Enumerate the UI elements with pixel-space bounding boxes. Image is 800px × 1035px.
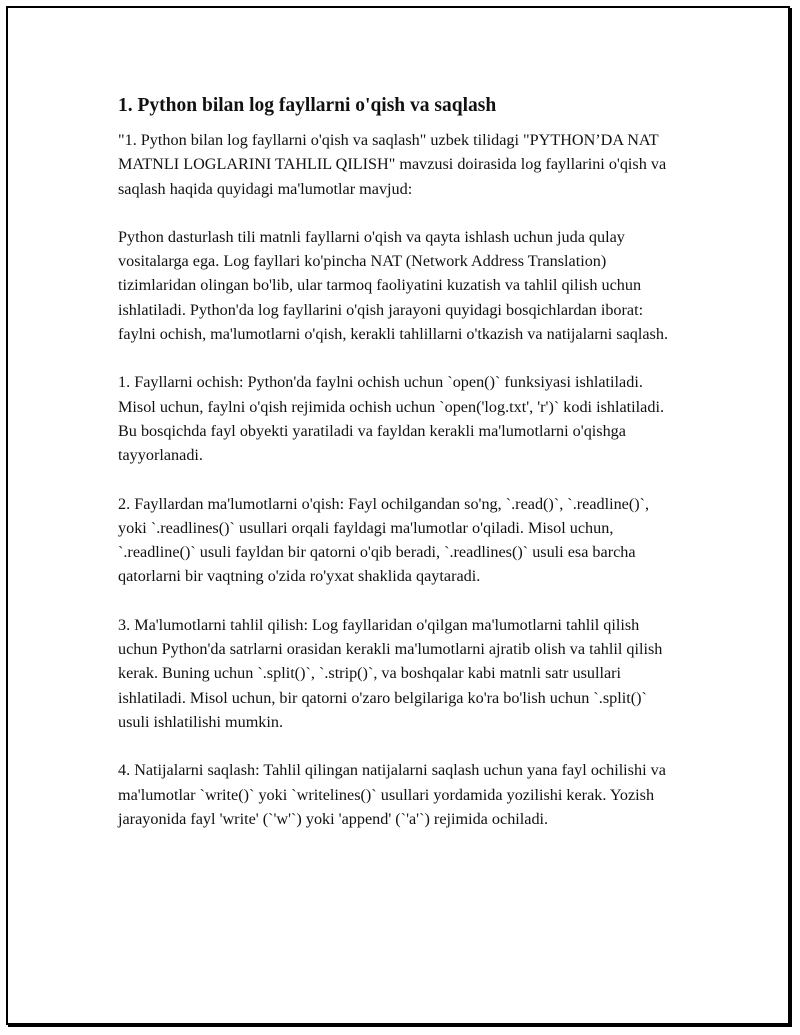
step-4-paragraph: 4. Natijalarni saqlash: Tahlil qilingan natijalarni saqlash uchun yana fayl ochilishi va ma'lumotlar `write()` yoki `writelines()` usullari yordamida yozilishi kerak. Yozish jarayonida fayl 'write' (`'w'`) yoki 'append' (`'a'`) rejimida ochiladi. bbox=[118, 761, 666, 828]
step-2-paragraph: 2. Fayllardan ma'lumotlarni o'qish: Fayl ochilgandan so'ng, `.read()`, `.readline()`, yoki `.readlines()` usullari orqali fayldagi ma'lumotlar o'qiladi. Misol uchun, `.readline()` usuli fayldan bir qatorni o'qib beradi, `.readlines()` usuli esa barcha qatorlarni bir vaqtning o'zida ro'yxat shaklida qaytaradi. bbox=[118, 494, 650, 586]
overview-paragraph: Python dasturlash tili matnli fayllarni o'qish va qayta ishlash uchun juda qulay vositalarga ega. Log fayllari ko'pincha NAT (Network Address Translation) tizimlaridan olingan bo'lib, ular tarmoq faoliyatini kuzatish va tahlil qilish uchun ishlatiladi. Python'da log fayllarini o'qish jarayoni quyidagi bosqichlardan iborat: faylni ochish, ma'lumotlarni o'qish, kerakli tahlillarni o'tkazish va natijalarni saqlash. bbox=[118, 227, 668, 344]
document-title: 1. Python bilan log fayllarni o'qish va saqlash bbox=[118, 95, 497, 116]
step-1-paragraph: 1. Fayllarni ochish: Python'da faylni ochish uchun `open()` funksiyasi ishlatiladi. Misol uchun, faylni o'qish rejimida ochish uchun `open('log.txt', 'r')` kodi ishlatiladi. Bu bosqichda fayl obyekti yaratiladi va fayldan kerakli ma'lumotlarni o'qishga tayyorlanadi. bbox=[118, 373, 664, 465]
step-3-paragraph: 3. Ma'lumotlarni tahlil qilish: Log fayllaridan o'qilgan ma'lumotlarni tahlil qilish uchun Python'da satrlarni orasidan kerakli ma'lumotlarni ajratib olish va tahlil qilish kerak. Buning uchun `.split()`, `.strip()`, va boshqalar kabi matnli satr usullari ishlatiladi. Misol uchun, bir qatorni o'zaro belgilariga ko'ra bo'lish uchun `.split()` usuli ishlatilishi mumkin. bbox=[118, 615, 663, 731]
document-body bbox=[118, 94, 678, 855]
intro-paragraph: "1. Python bilan log fayllarni o'qish va saqlash" uzbek tilidagi "PYTHON’DA NAT MATNLI LOGLARINI TAHLIL QILISH" mavzusi doirasida log fayllarini o'qish va saqlash haqida quyidagi ma'lumotlar mavjud: bbox=[118, 131, 667, 198]
